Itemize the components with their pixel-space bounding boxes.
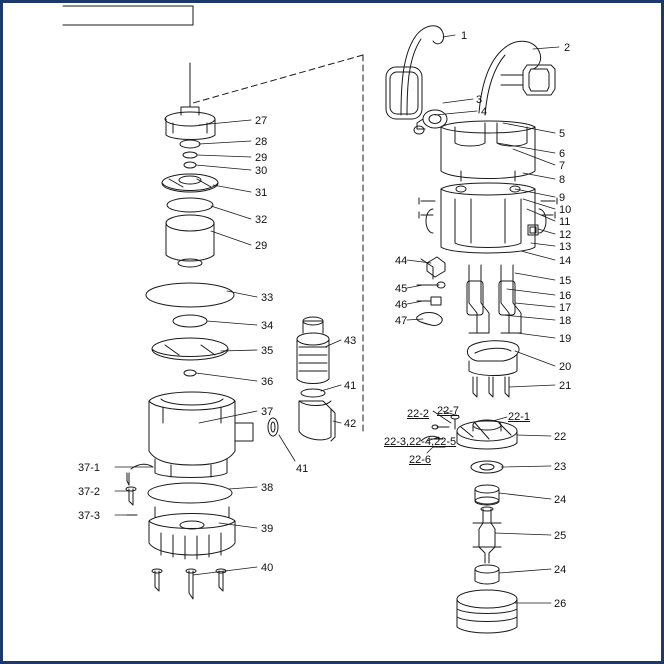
- callout-10: 10: [559, 204, 572, 216]
- callout-6: 6: [559, 148, 566, 160]
- callout-35: 35: [261, 345, 274, 357]
- motor-can-26: [457, 590, 517, 633]
- callout-33: 33: [261, 292, 274, 304]
- callout-20: 20: [559, 361, 572, 373]
- oring-38: [148, 483, 232, 503]
- callout-17: 17: [559, 302, 572, 314]
- callout-22-2: 22-2: [407, 408, 430, 420]
- callout-36: 36: [261, 376, 274, 388]
- callout-22-7: 22-7: [437, 405, 460, 417]
- callout-34: 34: [261, 320, 274, 332]
- exploded-diagram-canvas: [3, 3, 661, 661]
- callout-39: 39: [261, 523, 274, 535]
- callout-7: 7: [559, 160, 566, 172]
- sleeve-29b: [166, 215, 214, 267]
- callout-41-upper: 41: [344, 380, 357, 392]
- callout-37-3: 37-3: [78, 510, 101, 522]
- callout-19: 19: [559, 333, 572, 345]
- screws-37-1-37-3: [126, 473, 137, 515]
- callout-1: 1: [461, 30, 468, 42]
- callout-8: 8: [559, 174, 566, 186]
- bearing-24-upper: [475, 485, 499, 505]
- title-box: [63, 6, 193, 25]
- motor-bracket-6-14: [426, 183, 546, 253]
- leader-lines: [115, 35, 559, 603]
- callout-21: 21: [559, 380, 572, 392]
- callout-11: 11: [559, 216, 571, 228]
- nut-30: [184, 162, 196, 168]
- screws-40: [152, 569, 226, 599]
- diffuser-31: [162, 174, 218, 192]
- callout-42: 42: [344, 418, 357, 430]
- callout-32: 32: [255, 214, 268, 226]
- seal-41-upper: [301, 389, 325, 397]
- seal-23: [471, 461, 503, 473]
- callout-41-lower: 41: [296, 463, 309, 475]
- float-switch-body-1: [386, 67, 422, 119]
- bearing-24-lower: [475, 565, 499, 584]
- callout-44: 44: [395, 255, 408, 267]
- callout-28: 28: [255, 136, 268, 148]
- elbow-42: [299, 401, 335, 441]
- callout-38: 38: [261, 482, 274, 494]
- callout-22-6: 22-6: [409, 454, 432, 466]
- callout-26: 26: [554, 598, 567, 610]
- callout-37-1: 37-1: [78, 462, 101, 474]
- washer-36: [184, 370, 196, 376]
- base-strainer-39: [149, 507, 235, 559]
- callout-3: 3: [476, 94, 483, 106]
- callout-15: 15: [559, 275, 572, 287]
- oring-33: [146, 283, 234, 307]
- callout-16: 16: [559, 290, 572, 302]
- callout-23: 23: [554, 461, 567, 473]
- callout-22-3-4-5: 22-3,22-4,22-5: [384, 436, 457, 448]
- callout-27: 27: [255, 115, 268, 127]
- callout-24-upper: 24: [554, 494, 567, 506]
- callout-31: 31: [255, 187, 268, 199]
- callout-12: 12: [559, 229, 572, 241]
- power-cord-plug-2: [479, 41, 555, 115]
- callout-46: 46: [395, 299, 408, 311]
- washer-34: [173, 315, 207, 327]
- callout-40: 40: [261, 562, 274, 574]
- small-parts-44-47: [417, 257, 445, 325]
- callout-37: 37: [261, 406, 274, 418]
- washer-28: [180, 140, 200, 148]
- callout-25: 25: [554, 530, 567, 542]
- seal-41-lower: [268, 418, 278, 436]
- callout-13: 13: [559, 241, 572, 253]
- oring-32: [167, 198, 213, 212]
- plate-35: [152, 338, 228, 360]
- callout-4: 4: [481, 106, 488, 118]
- screws-21: [473, 377, 509, 397]
- callout-37-2: 37-2: [78, 486, 101, 498]
- callout-29-lower: 29: [255, 240, 268, 252]
- callout-43: 43: [344, 335, 357, 347]
- callout-29-upper: 29: [255, 152, 268, 164]
- impeller-22: [457, 420, 517, 449]
- rotor-assembly-15-18: [467, 265, 521, 333]
- callout-47: 47: [395, 315, 408, 327]
- callout-22: 22: [554, 431, 567, 443]
- oring-29-upper: [183, 152, 197, 158]
- upper-housing-5: [441, 121, 535, 181]
- top-cap-27: [165, 63, 215, 140]
- callout-2: 2: [564, 42, 571, 54]
- cable-clamp-3-4: [414, 110, 447, 134]
- callout-5: 5: [559, 128, 566, 140]
- outlet-adapter-43: [297, 317, 329, 384]
- bracket-plate-19-20: [467, 341, 519, 376]
- callout-18: 18: [559, 315, 572, 327]
- callout-30: 30: [255, 165, 268, 177]
- callout-14: 14: [559, 255, 572, 267]
- callout-22-1: 22-1: [508, 411, 531, 423]
- callout-24-lower: 24: [554, 564, 567, 576]
- callout-45: 45: [395, 283, 408, 295]
- rotor-shaft-25: [473, 507, 501, 563]
- pump-body-37: [131, 392, 253, 478]
- callout-9: 9: [559, 192, 566, 204]
